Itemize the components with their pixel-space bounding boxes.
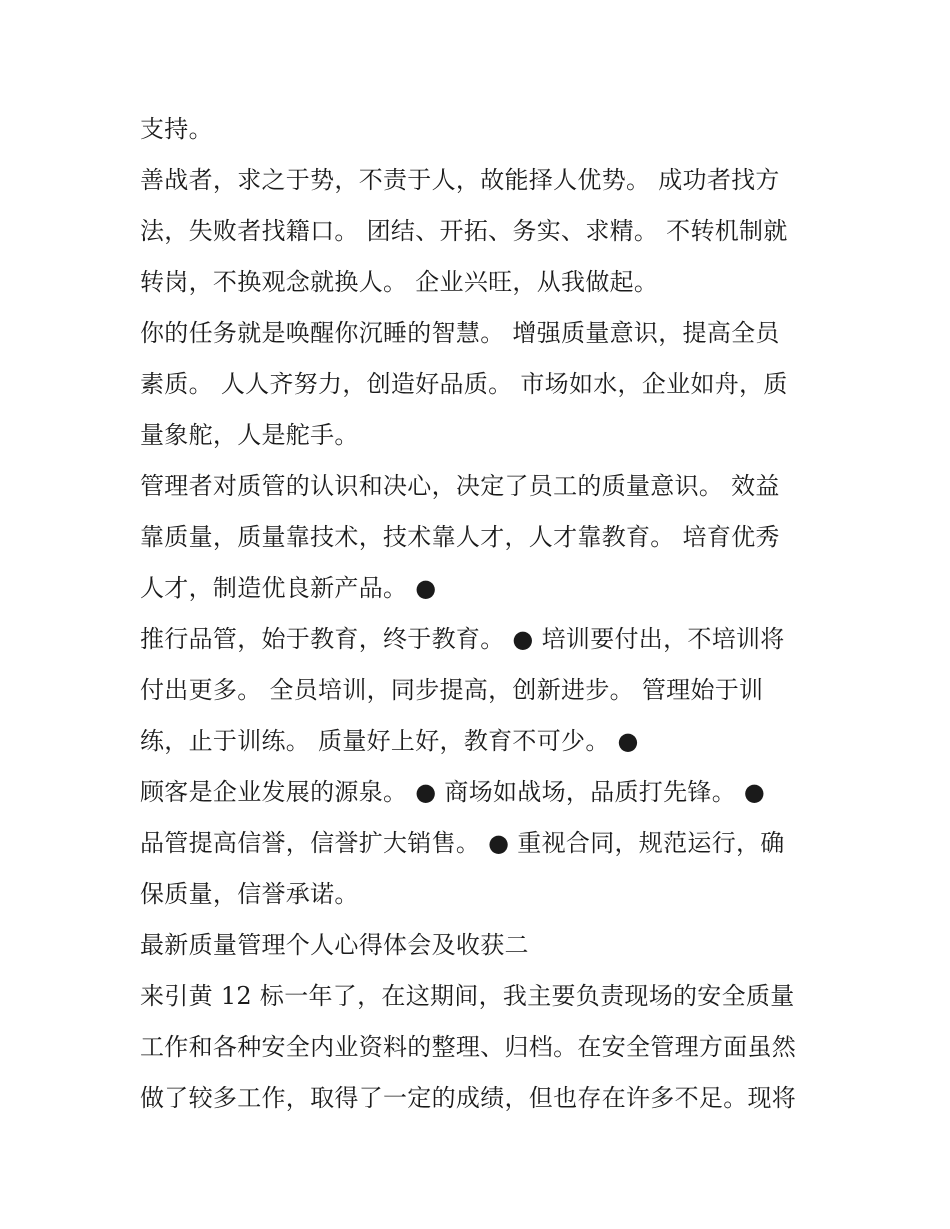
- text-line: 法，失败者找籍口。 团结、开拓、务实、求精。 不转机制就: [140, 217, 788, 245]
- text-line: 你的任务就是唤醒你沉睡的智慧。 增强质量意识，提高全员: [140, 319, 780, 347]
- text-line: 人才，制造优良新产品。 ●: [140, 574, 437, 602]
- text-line: 转岗，不换观念就换人。 企业兴旺，从我做起。: [140, 268, 659, 296]
- text-line: 保质量，信誉承诺。: [140, 880, 359, 908]
- text-line: 来引黄 12 标一年了，在这期间，我主要负责现场的安全质量: [140, 982, 795, 1010]
- text-line: 支持。: [140, 115, 213, 143]
- text-line: 品管提高信誉，信誉扩大销售。 ● 重视合同，规范运行，确: [140, 829, 785, 857]
- text-line: 工作和各种安全内业资料的整理、归档。在安全管理方面虽然: [140, 1033, 797, 1061]
- text-line: 顾客是企业发展的源泉。 ● 商场如战场，品质打先锋。 ●: [140, 778, 766, 806]
- text-line: 管理者对质管的认识和决心，决定了员工的质量意识。 效益: [140, 472, 780, 500]
- text-line: 推行品管，始于教育，终于教育。 ● 培训要付出，不培训将: [140, 625, 785, 653]
- text-line: 靠质量，质量靠技术，技术靠人才，人才靠教育。 培育优秀: [140, 523, 780, 551]
- text-line: 素质。 人人齐努力，创造好品质。 市场如水，企业如舟，质: [140, 370, 788, 398]
- document-body: [140, 104, 812, 1124]
- text-line: 练，止于训练。 质量好上好，教育不可少。 ●: [140, 727, 639, 755]
- section-heading: 最新质量管理个人心得体会及收获二: [140, 931, 529, 959]
- text-line: 量象舵，人是舵手。: [140, 421, 359, 449]
- text-line: 付出更多。 全员培训，同步提高，创新进步。 管理始于训: [140, 676, 764, 704]
- text-line: 做了较多工作，取得了一定的成绩，但也存在许多不足。现将: [140, 1084, 797, 1112]
- text-line: 善战者，求之于势，不责于人，故能择人优势。 成功者找方: [140, 166, 780, 194]
